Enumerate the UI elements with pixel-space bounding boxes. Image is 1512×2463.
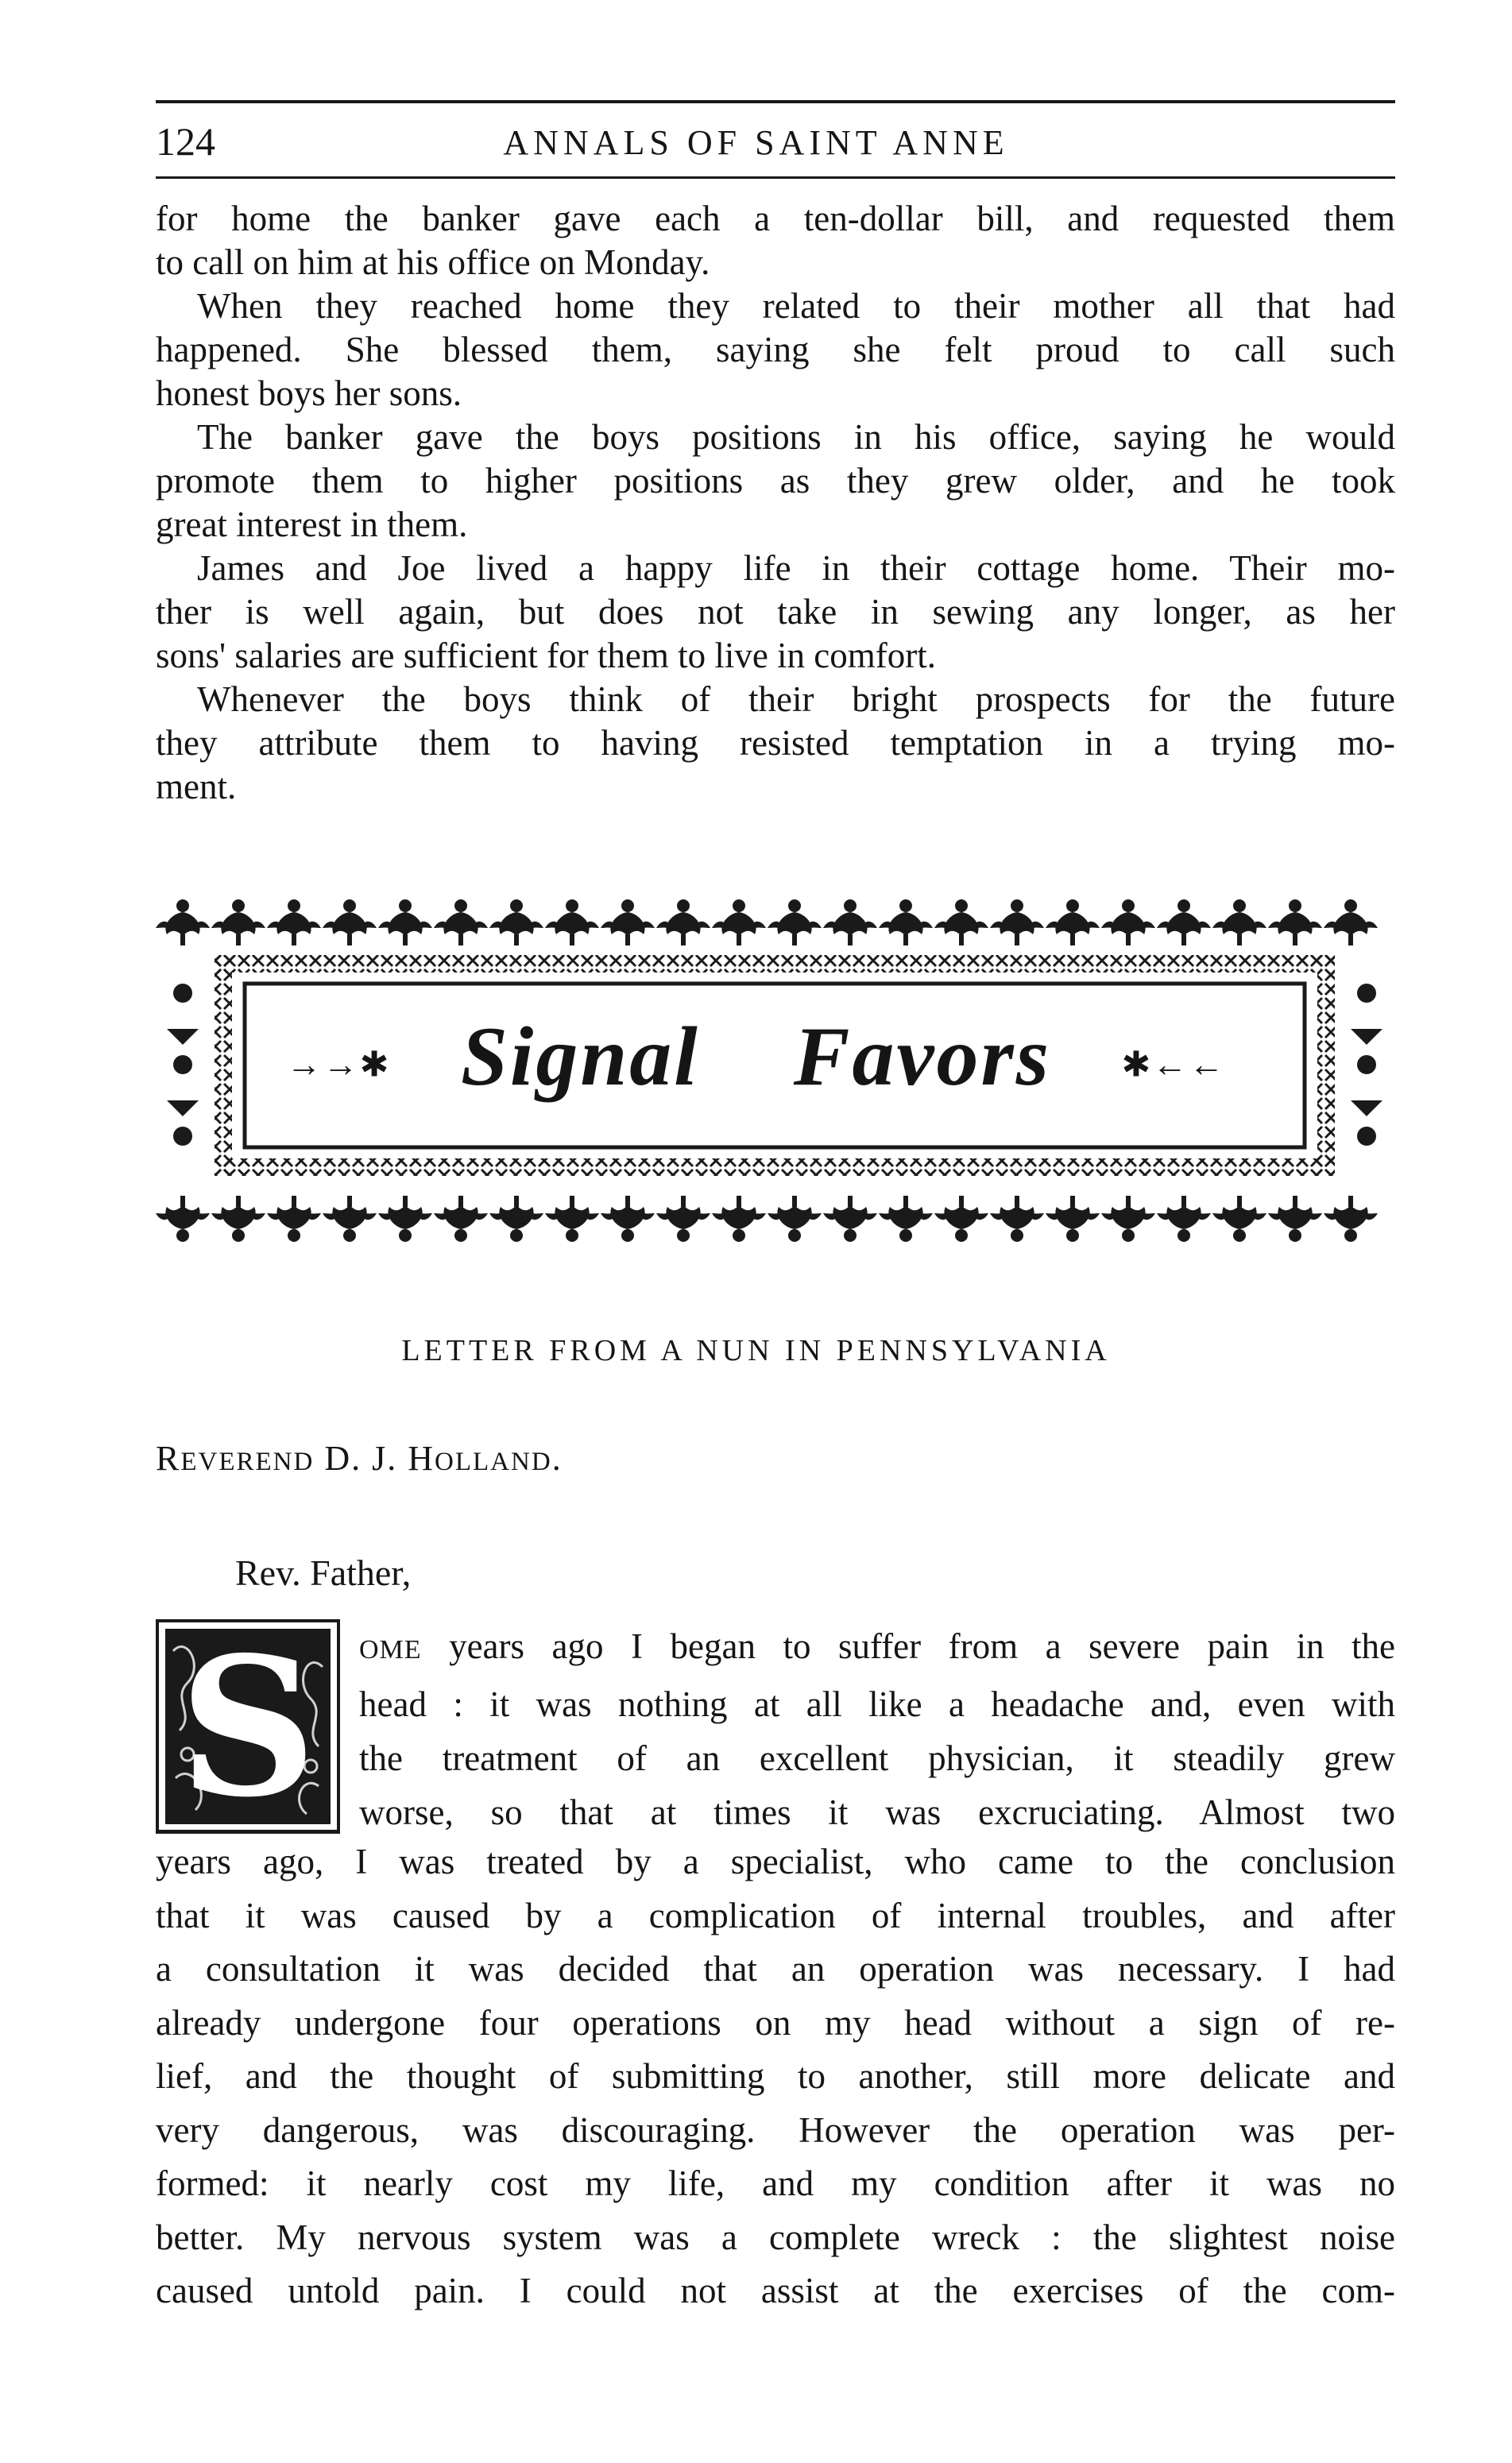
text-line-content: years ago I began to suffer from a severe pain in the bbox=[421, 1626, 1395, 1666]
text-line: The banker gave the boys positions in his office, saying he would bbox=[197, 417, 1395, 457]
first-word-smallcaps: OME bbox=[359, 1635, 422, 1665]
salutation-initial: H bbox=[408, 1439, 435, 1478]
drop-cap-initial bbox=[156, 1615, 340, 1839]
right-flourish: ✱←← bbox=[1121, 1045, 1226, 1085]
text-line: promote them to higher positions as they grew older, and he took bbox=[156, 461, 1395, 501]
left-flourish: →→✱ bbox=[286, 1045, 391, 1085]
text-line bbox=[359, 1619, 1395, 1677]
salutation-smallcaps: EVEREND bbox=[180, 1448, 315, 1476]
text-line: honest boys her sons. bbox=[156, 373, 462, 413]
salutation-initial: R bbox=[156, 1439, 181, 1478]
letter-salutation bbox=[156, 1436, 563, 1484]
text-line: the treatment of an excellent physician, it steadily grew bbox=[359, 1738, 1395, 1778]
top-fleur-row bbox=[156, 899, 1378, 945]
story-paragraph-3 bbox=[156, 416, 1395, 547]
text-line: for home the banker gave each a ten-dollar bill, and requested them bbox=[156, 199, 1395, 238]
text-line: to call on him at his office on Monday. bbox=[156, 242, 710, 282]
running-title: ANNALS OF SAINT ANNE bbox=[503, 123, 1009, 162]
text-line: lief, and the thought of submitting to another, still more delicate and bbox=[156, 2056, 1395, 2096]
text-line: formed: it nearly cost my life, and my condition after it was no bbox=[156, 2163, 1395, 2203]
story-paragraph-4 bbox=[156, 547, 1395, 678]
salutation-middle: D. J. bbox=[314, 1439, 408, 1478]
text-line: happened. She blessed them, saying she felt proud to call such bbox=[156, 330, 1395, 369]
text-line: worse, so that at times it was excruciating. Almost two bbox=[359, 1792, 1395, 1832]
text-line: they attribute them to having resisted temptation in a trying mo- bbox=[156, 723, 1395, 763]
header-top-rule bbox=[156, 100, 1395, 103]
story-paragraph-2 bbox=[156, 284, 1395, 416]
text-line: very dangerous, was discouraging. However the operation was per- bbox=[156, 2109, 1395, 2150]
text-line: Whenever the boys think of their bright prospects for the future bbox=[197, 679, 1395, 719]
story-paragraph-5 bbox=[156, 678, 1395, 809]
text-line: sons' salaries are sufficient for them to live in comfort. bbox=[156, 636, 937, 675]
bottom-fleur-row bbox=[156, 1196, 1378, 1242]
text-line: When they reached home they related to their mother all that had bbox=[197, 286, 1395, 326]
section-title-banner bbox=[0, 1009, 1512, 1113]
letter-opening-lines bbox=[359, 1619, 1395, 1839]
letter-greeting: Rev. Father, bbox=[235, 1552, 412, 1593]
salutation-end: . bbox=[551, 1439, 563, 1478]
title-word-2: Favors bbox=[793, 1010, 1052, 1103]
header-bottom-rule bbox=[156, 176, 1395, 179]
text-line: James and Joe lived a happy life in their cottage home. Their mo- bbox=[197, 548, 1395, 588]
letter-body bbox=[156, 1835, 1395, 2318]
text-line: already undergone four operations on my head without a sign of re- bbox=[156, 2002, 1395, 2043]
text-line: a consultation it was decided that an operation was necessary. I had bbox=[156, 1949, 1395, 1989]
text-line: caused untold pain. I could not assist at the exercises of the com- bbox=[156, 2271, 1395, 2310]
text-line: ther is well again, but does not take in sewing any longer, as her bbox=[156, 592, 1395, 632]
salutation-smallcaps: OLLAND bbox=[435, 1448, 552, 1476]
text-line: head : it was nothing at all like a headache and, even with bbox=[359, 1684, 1395, 1724]
title-word-1: Signal bbox=[460, 1010, 700, 1103]
text-line: ment. bbox=[156, 767, 237, 806]
story-paragraph-1 bbox=[156, 197, 1395, 284]
section-heading: LETTER FROM A NUN IN PENNSYLVANIA bbox=[401, 1334, 1111, 1367]
text-line: years ago, I was treated by a specialist, who came to the conclusion bbox=[156, 1842, 1395, 1881]
text-line: that it was caused by a complication of internal troubles, and after bbox=[156, 1895, 1395, 1935]
page-number: 124 bbox=[156, 119, 215, 164]
text-line: better. My nervous system was a complete wreck : the slightest noise bbox=[156, 2217, 1395, 2257]
drop-cap-letter: S bbox=[179, 1615, 317, 1839]
text-line: great interest in them. bbox=[156, 505, 468, 544]
